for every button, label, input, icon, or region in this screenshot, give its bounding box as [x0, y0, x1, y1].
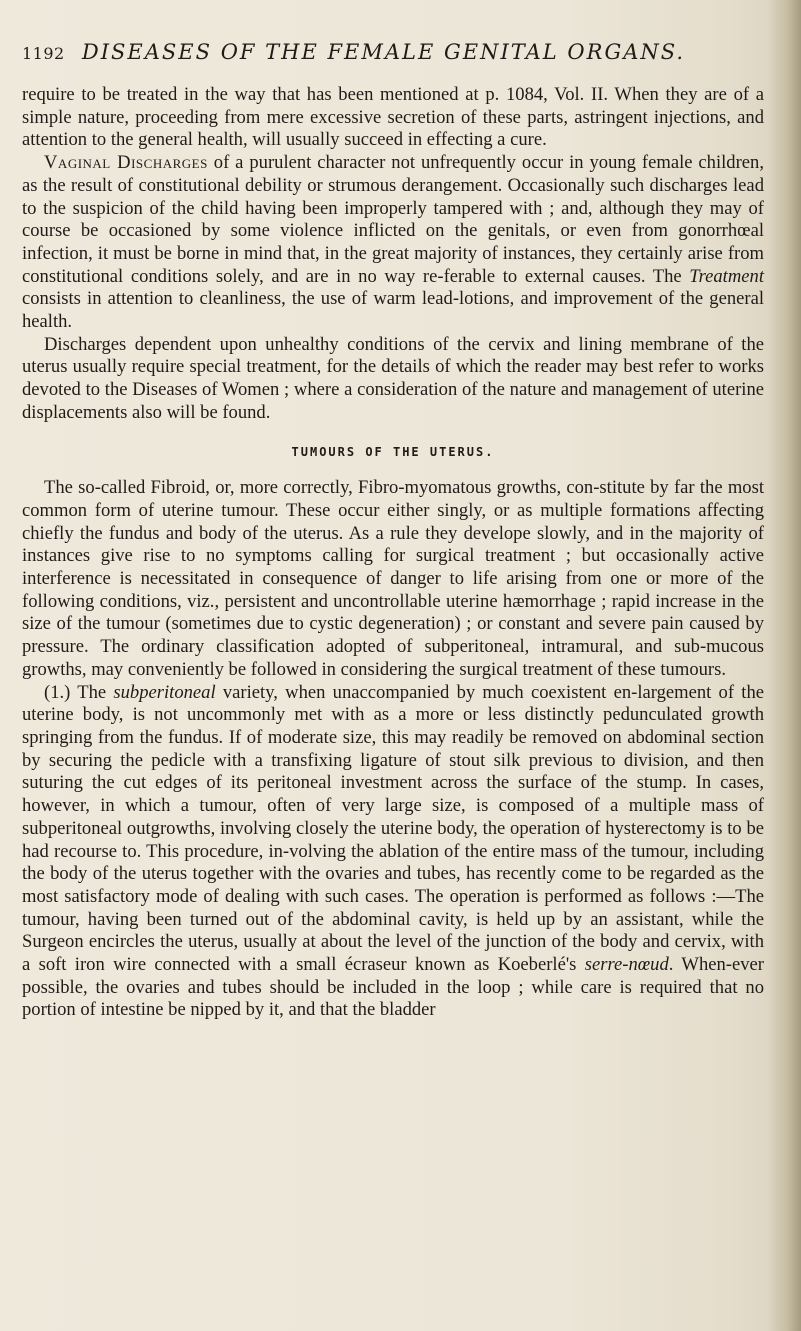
italic-term: Treatment: [689, 265, 764, 287]
paragraph-text: . When-ever possible, the ovaries and tubes should be included in the loop ; while care is required that no portion of intestine be nipped by it, and that the bladder: [22, 954, 764, 1021]
section-heading: TUMOURS OF THE UTERUS.: [291, 444, 495, 459]
running-title: DISEASES OF THE FEMALE GENITAL ORGANS.: [81, 40, 686, 64]
page-edge-shadow: [767, 0, 801, 1331]
italic-term: subperitoneal: [113, 681, 216, 703]
running-header: [22, 40, 722, 64]
paragraph-lead-term: Vaginal Discharges: [44, 152, 208, 174]
paragraph-subperitoneal: [22, 682, 764, 1023]
italic-term: serre-nœud: [584, 954, 669, 976]
paragraph-vaginal-discharges: [22, 152, 764, 334]
paragraph-text: (1.) The: [44, 681, 114, 703]
paragraph-fibroid: The so-called Fibroid, or, more correctly, Fibro-myomatous growths, con-stitute by far the most common form of uterine tumour. These occur either singly, or as multiple formations affecting chiefly the fundus and body of the uterus. As a rule they develope slowly, and in the majority of instances give rise to no symptoms calling for surgical treatment ; but occasionally active interference is necessitated in consequence of danger to life arising from one or more of the following conditions, viz., persistent and uncontrollable uterine hæmorrhage ; rapid increase in the size of the tumour (sometimes due to cystic degeneration) ; or constant and severe pain caused by pressure. The ordinary classification adopted of subperitoneal, intramural, and sub-mucous growths, may conveniently be followed in considering the surgical treatment of these tumours.: [22, 477, 764, 680]
paragraph-text: consists in attention to cleanliness, the use of warm lead-lotions, and improvement of the general health.: [22, 288, 764, 333]
paragraph-text: variety, when unaccompanied by much coexistent en-largement of the uterine body, is not uncommonly met with as a more or less distinctly pedunculated growth springing from the fundus. If of moderate size, this may readily be removed on abdominal section by securing the pedicle with a transfixing ligature of stout silk previous to division, and then suturing the cut edges of its peritoneal investment across the surface of the stump. In cases, however, in which a tumour, often of very large size, is composed of a multiple mass of subperitoneal outgrowths, involving closely the uterine body, the operation of hysterectomy is to be had recourse to. This procedure, in-volving the ablation of the entire mass of the tumour, including the body of the uterus together with the ovaries and tubes, has recently come to be regarded as the most satisfactory mode of dealing with such cases. The operation is performed as follows :—The tumour, having been turned out of the abdominal cavity, is held up by an assistant, while the Surgeon encircles the uterus, usually at about the level of the junction of the body and cervix, with a soft iron wire connected with a small écraseur known as Koeberlé's: [22, 681, 764, 976]
paragraph-continued: require to be treated in the way that has been mentioned at p. 1084, Vol. II. When they are of a simple nature, proceeding from mere excessive secretion of these parts, astringent injections, and attention to the general health, will usually succeed in effecting a cure.: [22, 84, 764, 151]
page-body: [22, 84, 764, 1022]
paragraph-text: of a purulent character not unfrequently occur in young female children, as the result of constitutional debility or strumous derangement. Occasionally such discharges lead to the suspicion of the child having been improperly tampered with ; and, although they may of course be occasioned by some violence inflicted on the genitals, or even from gonorrhœal infection, it must be borne in mind that, in the great majority of instances, they certainly arise from constitutional conditions solely, and are in no way re-ferable to external causes. The: [22, 152, 764, 287]
page-number: 1192: [22, 44, 65, 63]
paragraph-cervix-discharges: Discharges dependent upon unhealthy conditions of the cervix and lining membrane of the uterus usually require special treatment, for the details of which the reader may best refer to works devoted to the Diseases of Women ; where a consideration of the nature and management of uterine displacements also will be found.: [22, 333, 764, 423]
